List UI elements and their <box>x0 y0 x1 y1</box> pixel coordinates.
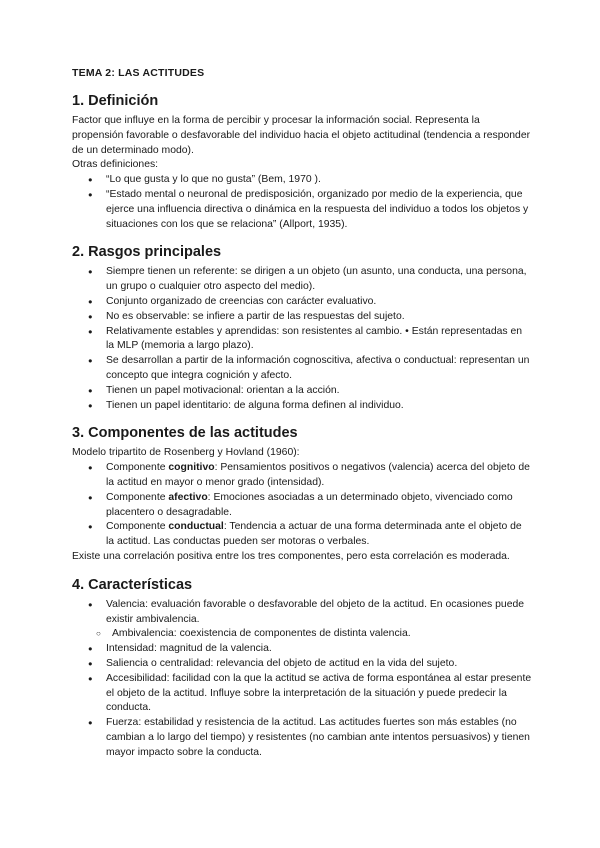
list-item <box>72 461 532 491</box>
document-page <box>72 66 532 771</box>
list-item: ● Intensidad: magnitud de la valencia. <box>72 642 532 657</box>
list-item: ● Saliencia o centralidad: relevancia del objeto de actitud en la vida del sujeto. <box>72 657 532 672</box>
bullet-list <box>72 461 532 550</box>
list-item: ● Relativamente estables y aprendidas: son resistentes al cambio. • Están representadas en la MLP (memoria a largo plazo). <box>72 325 532 355</box>
item-keyword: conductual <box>168 521 224 533</box>
list-item: ● Conjunto organizado de creencias con carácter evaluativo. <box>72 295 532 310</box>
section-definicion <box>72 92 532 232</box>
list-item: ● Tienen un papel identitario: de alguna forma definen al individuo. <box>72 399 532 414</box>
section-caracteristicas <box>72 576 532 761</box>
list-item <box>72 520 532 550</box>
bullet-list <box>72 173 532 232</box>
bullet-list <box>72 598 532 628</box>
section-heading: 3. Componentes de las actitudes <box>72 425 298 442</box>
list-item: ● “Estado mental o neuronal de predisposición, organizado por medio de la experiencia, que ejerce una influencia directiva o dinámica en la respuesta del individuo a todos los objetos y situaciones con los que se relaciona” (Allport, 1935). <box>72 188 532 232</box>
list-item: ● Accesibilidad: facilidad con la que la actitud se activa de forma espontánea al estar presente el objeto de la actitud. Influye sobre la interpretación de la situación y puede predecir la conducta. <box>72 672 532 716</box>
paragraph: Modelo tripartito de Rosenberg y Hovland (1960): <box>72 447 300 459</box>
sub-bullet-list <box>72 627 532 642</box>
section-heading: 2. Rasgos principales <box>72 244 222 261</box>
item-keyword: afectivo <box>168 491 208 503</box>
item-prefix: Componente <box>106 521 169 533</box>
item-text: : Tendencia a actuar de una forma determinada ante el objeto de la actitud. Las conductas pueden ser motoras o verbales. <box>106 521 522 548</box>
section-componentes <box>72 424 532 564</box>
item-prefix: Componente <box>106 462 169 474</box>
paragraph: Existe una correlación positiva entre los tres componentes, pero esta correlación es moderada. <box>72 550 510 562</box>
bullet-list <box>72 642 532 760</box>
item-text: : Emociones asociadas a un determinado objeto, vivenciado como placentero o desagradable. <box>106 491 513 518</box>
item-text: : Pensamientos positivos o negativos (valencia) acerca del objeto de la actitud en mayor o menor grado (intensidad). <box>106 462 530 488</box>
list-item: ● “Lo que gusta y lo que no gusta” (Bem, 1970 ). <box>72 173 532 188</box>
paragraph: Otras definiciones: <box>72 159 159 171</box>
list-item <box>72 598 532 628</box>
list-item: ● Fuerza: estabilidad y resistencia de la actitud. Las actitudes fuertes son más estables (no cambian a lo largo del tiempo) y resistentes (no cambian ante intentos persuasivos) y tienen mayor impacto sobre la conducta. <box>72 716 532 760</box>
item-prefix: Componente <box>106 491 169 503</box>
section-rasgos <box>72 243 532 413</box>
sub-list-item: ○ Ambivalencia: coexistencia de componentes de distinta valencia. <box>72 627 532 642</box>
list-item: ● No es observable: se infiere a partir de las respuestas del sujeto. <box>72 310 532 325</box>
item-keyword: cognitivo <box>168 462 215 474</box>
list-item <box>72 491 532 521</box>
list-item: ● Siempre tienen un referente: se dirigen a un objeto (un asunto, una conducta, una persona, un grupo o cualquier otro aspecto del medio). <box>72 265 532 295</box>
list-item: ● Se desarrollan a partir de la información cognoscitiva, afectiva o conductual: representan un concepto que integra cognición y afecto. <box>72 354 532 384</box>
section-heading: 4. Características <box>72 576 193 593</box>
list-item: ● Tienen un papel motivacional: orientan a la acción. <box>72 384 532 399</box>
bullet-list <box>72 265 532 413</box>
paragraph: Factor que influye en la forma de percibir y procesar la información social. Representa la propensión favorable o desfavorable del individuo hacia el objeto actitudinal (tendencia a responder de un determinado modo). <box>72 115 531 156</box>
section-heading: 1. Definición <box>72 93 159 109</box>
item-text: Valencia: evaluación favorable o desfavorable del objeto de la actitud. En ocasiones puede existir ambivalencia. <box>106 598 525 625</box>
document-title: TEMA 2: LAS ACTITUDES <box>72 67 205 79</box>
